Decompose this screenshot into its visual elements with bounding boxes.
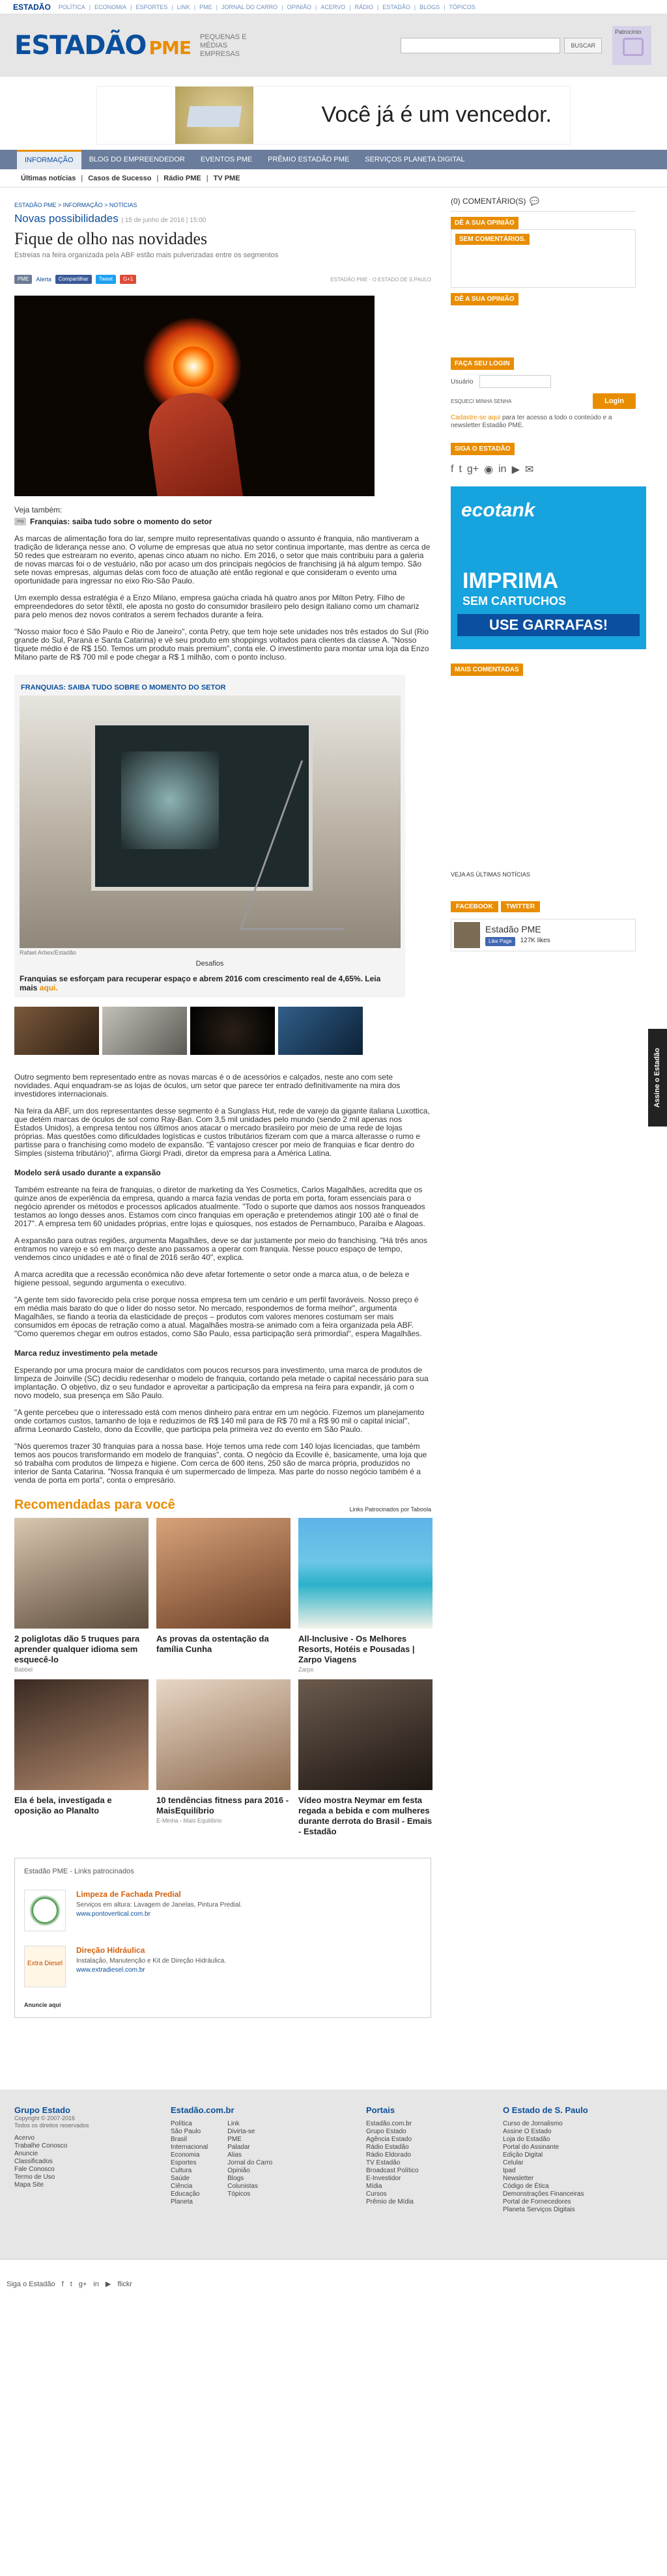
ad-graphic xyxy=(175,87,253,145)
menu-item-eventos[interactable]: EVENTOS PME xyxy=(200,156,253,163)
footer-link[interactable]: Prêmio de Mídia xyxy=(366,2198,414,2205)
fb-meta xyxy=(485,937,550,946)
fb-like-count: 127K likes xyxy=(520,937,550,944)
ad-slogan: Você já é um vencedor. xyxy=(321,102,552,127)
gallery-thumb[interactable] xyxy=(102,1007,187,1055)
topnav-item[interactable]: POLÍTICA xyxy=(58,3,85,10)
article-paragraph: "Nós queremos trazer 30 franquias para a nossa base. Hoje temos uma rede com 140 lojas licenciadas, que também temos aos poucos transformando em modelo de franquias", conta. O negócio da Ecoville é, basicamente, uma loja que só trabalha com produtos de limpeza e higiene. Com cerca de 600 itens, 250 são de marca própria, produzidos no interior de Santa Catarina. "Nossa franquia é um supermercado de limpeza. Mas parte do nosso negócio também é a venda de porta em porta", conta o empresário. xyxy=(14,1442,427,1485)
footer-link[interactable]: Curso de Jornalismo xyxy=(503,2120,563,2127)
footer-link[interactable]: Esportes xyxy=(171,2159,197,2166)
fb-avatar xyxy=(454,922,480,948)
footer-col-estadao xyxy=(171,2105,340,2239)
rec-source: E-Minha - Mais Equilíbrio xyxy=(156,1817,222,1824)
footer-link[interactable]: Mídia xyxy=(366,2183,382,2190)
tab-facebook[interactable]: FACEBOOK xyxy=(451,901,498,912)
footer-rights: Todos os direitos reservados xyxy=(14,2122,89,2129)
side-ad-ecotank[interactable] xyxy=(451,486,646,649)
article-paragraph: "Nosso maior foco é São Paulo e Rio de Janeiro", conta Petry, que tem hoje sete unidades nos três estados do Sul (Rio grande do Sul, Paraná e Santa Catarina) e vê seu produto em shoppings voltados para clientes da classe A. "Nosso tíquete médio é de R$ 150. Temos um produto mais premium", conta ele. O investimento para montar uma loja da Enzo Milano parte de R$ 700 mil e pode chegar a R$ 1 milhão, com o ponto incluso. xyxy=(14,627,429,662)
topnav-item[interactable]: TÓPICOS xyxy=(449,3,475,10)
submenu-item[interactable]: Últimas notícias xyxy=(21,174,76,182)
top-ad-wrap xyxy=(0,77,667,150)
kicker-text: Novas possibilidades xyxy=(14,212,119,225)
social-tabs xyxy=(451,901,636,912)
article-paragraph: "A gente percebeu que o interessado está com menos dinheiro para entrar em um negócio. Fizemos um planejamento onde cortamos custos, tamanho de loja e reduzimos de R$ 140 mil para de R$ 70 mil a R$ 90 mil o capital inicial", afirma Leonardo Castelo, dono da Ecoville, que participa pela primeira vez do evento em São Paulo. xyxy=(14,1408,425,1434)
fb-page-name[interactable]: Estadão PME xyxy=(485,924,541,934)
latest-news-link[interactable]: VEJA AS ÚLTIMAS NOTÍCIAS xyxy=(451,871,530,878)
twitter-icon[interactable]: t xyxy=(70,2280,72,2288)
comments-label: (0) COMENTÁRIO(S) xyxy=(451,197,526,206)
taboola-link[interactable]: Links Patrocinados por Taboola xyxy=(349,1506,431,1513)
related-link[interactable] xyxy=(14,517,431,526)
linkedin-icon[interactable]: in xyxy=(498,464,507,475)
flickr-label[interactable]: flickr xyxy=(117,2280,132,2288)
share-bar xyxy=(14,273,431,285)
footer-link[interactable]: Ciência xyxy=(171,2183,193,2190)
recommended-grid xyxy=(14,1518,431,1838)
no-comments-label: SEM COMENTÁRIOS. xyxy=(455,234,530,245)
article-paragraph: "A gente tem sido favorecido pela crise porque nossa empresa tem um cenário e um perfil favoráveis. Nosso preço é em média mais barato do que o líder do nosso setor. No mercado, respondemos de forma melhor", argumenta Magalhães, se fiando a teoria da elasticidade de preços – produtos com valores menores costumam ser mais consumidos em épocas de retração como a atual. Magalhães mostra-se animado com a feira organizada pela ABF. "Como queremos chegar em outros estados, como São Paulo, essa participação será primordial", espera Magalhães. xyxy=(14,1295,422,1338)
forgot-password-link[interactable]: ESQUECI MINHA SENHA xyxy=(451,398,512,404)
hero-image xyxy=(14,296,375,496)
footer-link[interactable]: Cursos xyxy=(366,2191,387,2198)
topnav-item[interactable]: BLOGS xyxy=(419,3,440,10)
eco-brand: ecotank xyxy=(461,499,535,521)
submenu-item[interactable]: Rádio PME xyxy=(163,174,201,182)
footer-link[interactable]: Paladar xyxy=(227,2144,250,2151)
photo-gallery xyxy=(14,675,405,998)
comments-box xyxy=(451,229,636,288)
footer-link[interactable]: Portal de Fornecedores xyxy=(503,2198,571,2205)
footer-link[interactable]: Fale Conosco xyxy=(14,2166,55,2173)
share-gplus-button[interactable]: G+1 xyxy=(120,275,136,284)
article-paragraph: Na feira da ABF, um dos representantes desse segmento é a Sunglass Hut, rede de varejo da gigante italiana Luxottica, que detém marcas de óculos de sol como Ray-Ban. Com 3,5 mil unidades pelo mundo (sendo 2 mil apenas nos Estados Unidos), a empresa tentou nos últimos anos atacar o mercado brasileiro por meio de uma rede de lojas próprias. Mas questões como dificuldades logísticas e custos tributários fizeram com que a marca alterasse o rumo e partisse para o franchising como modelo de expansão. "É vantajoso crescer por meio de franquias e ficar dentro do Simples (sistema tributário)", afirma Giorgi Pradi, diretor da empresa para a América Latina. xyxy=(14,1106,430,1158)
content-wrap xyxy=(0,188,667,2018)
gplus-icon[interactable]: g+ xyxy=(78,2280,87,2288)
site-logo[interactable] xyxy=(14,31,191,61)
menu-item-blog[interactable]: BLOG DO EMPREENDEDOR xyxy=(89,156,185,163)
sponsored-url: www.pontovertical.com.br xyxy=(76,1911,150,1918)
footer-link[interactable]: Blogs xyxy=(227,2175,244,2182)
article-paragraph: A marca acredita que a recessão econômica não deve afetar fortemente o setor onde a marca atua, o de beleza e higiene pessoal, segundo argumenta o executivo. xyxy=(14,1270,410,1287)
sponsored-desc: Instalação, Manutenção e Kit de Direção Hidráulica. xyxy=(76,1957,227,1965)
rec-source: Zarpo xyxy=(298,1666,314,1673)
rec-title: All-Inclusive - Os Melhores Resorts, Hotéis e Pousadas | Zarpo Viagens xyxy=(298,1634,415,1664)
recommended-header xyxy=(14,1498,431,1513)
gallery-credit: Rafael Arbex/Estadão xyxy=(20,949,77,956)
topnav-item[interactable]: LINK xyxy=(177,3,190,10)
search-button[interactable]: BUSCAR xyxy=(564,38,602,53)
login-row xyxy=(451,393,636,409)
sponsored-desc: Serviços em altura: Lavagem de Janelas, Pintura Predial. xyxy=(76,1901,242,1909)
footer-heading: Estadão.com.br xyxy=(171,2105,234,2115)
login-header: FAÇA SEU LOGIN xyxy=(451,357,514,370)
header-subtitle: PEQUENAS E MÉDIAS EMPRESAS xyxy=(199,33,247,58)
linkedin-icon[interactable]: in xyxy=(93,2280,99,2288)
footer-col-portais xyxy=(366,2105,477,2239)
opinion-button[interactable]: DÊ A SUA OPINIÃO xyxy=(451,293,518,305)
related-link-text: Franquias: saiba tudo sobre o momento do setor xyxy=(30,517,212,526)
share-facebook-button[interactable]: Compartilhar xyxy=(55,275,92,284)
topnav-item[interactable]: RÁDIO xyxy=(354,3,374,10)
youtube-icon[interactable]: ▶ xyxy=(511,464,520,475)
hero-camera xyxy=(173,346,214,387)
footer-col-oestado xyxy=(503,2105,633,2239)
gallery-thumb[interactable] xyxy=(14,1007,99,1055)
footer-link[interactable]: PME xyxy=(227,2136,242,2143)
submenu-item[interactable]: Casos de Sucesso xyxy=(88,174,152,182)
email-icon[interactable]: ✉ xyxy=(524,464,534,475)
article-title: Fique de olho nas novidades xyxy=(14,229,208,248)
topnav-item[interactable]: ECONOMIA xyxy=(94,3,127,10)
related-thumb: img xyxy=(14,518,26,525)
facebook-icon[interactable]: f xyxy=(61,2280,64,2288)
footer-link[interactable]: Termo de Uso xyxy=(14,2174,55,2181)
footer-list xyxy=(14,2135,145,2189)
tab-twitter[interactable]: TWITTER xyxy=(501,901,540,912)
article-paragraph: Outro segmento bem representado entre as novas marcas é o de acessórios e calçados, neste ano com sete novidades. Aqui enquadram-se as lojas de óculos, um setor que parece ter entrado definitivamente na mira dos investidores internacionais. xyxy=(14,1072,401,1099)
gallery-image[interactable] xyxy=(20,695,401,948)
opinion-area xyxy=(451,217,636,305)
user-input[interactable] xyxy=(479,375,551,388)
gallery-thumb[interactable] xyxy=(190,1007,275,1055)
footer-list xyxy=(171,2120,208,2206)
footer-heading: Portais xyxy=(366,2105,395,2115)
share-twitter-button[interactable]: Tweet xyxy=(96,275,116,284)
footer-link[interactable]: Anuncie xyxy=(14,2150,38,2157)
rec-title: Vídeo mostra Neymar em festa regada a bebida e com mulheres durante derrota do Brasil - Emais - Estadão xyxy=(298,1795,433,1836)
login-row xyxy=(451,375,636,388)
rec-card[interactable] xyxy=(14,1518,149,1673)
hero-hand xyxy=(144,388,243,496)
submenu-item[interactable]: TV PME xyxy=(213,174,240,182)
footer-link[interactable]: Estadão.com.br xyxy=(366,2120,412,2127)
topnav-item[interactable]: PME xyxy=(199,3,212,10)
footer-link[interactable]: Newsletter xyxy=(503,2175,534,2182)
signup-text: para ter acesso a todo o conteúdo e a newsletter Estadão PME. xyxy=(451,414,612,429)
section-subtitle: Modelo será usado durante a expansão xyxy=(14,1168,161,1177)
rec-card[interactable] xyxy=(298,1518,433,1673)
footer-link[interactable]: Classificados xyxy=(14,2158,53,2165)
footer-link[interactable]: Código de Ética xyxy=(503,2183,549,2190)
footer-link[interactable]: Edição Digital xyxy=(503,2151,543,2159)
logo-suffix: PME xyxy=(149,37,191,59)
main-column xyxy=(14,188,431,2018)
topnav-item[interactable]: OPINIÃO xyxy=(287,3,311,10)
rec-image xyxy=(156,1518,291,1629)
footer-link[interactable]: Ipad xyxy=(503,2167,516,2174)
rec-card[interactable] xyxy=(156,1679,291,1838)
footer-link[interactable]: Jornal do Carro xyxy=(227,2159,273,2166)
sponsored-url: www.extradiesel.com.br xyxy=(76,1967,145,1974)
footer-link[interactable]: Planeta Serviços Digitais xyxy=(503,2206,575,2213)
rss-icon[interactable]: ◉ xyxy=(484,464,494,475)
sponsored-header: Estadão PME - Links patrocinados xyxy=(24,1868,134,1875)
main-menu xyxy=(0,150,667,169)
footer-link[interactable]: Tópicos xyxy=(227,2191,251,2198)
rec-title: 2 poliglotas dão 5 truques para aprender qualquer idioma sem esquecê-lo xyxy=(14,1634,140,1664)
rec-image xyxy=(14,1518,149,1629)
sponsored-logo: Extra Diesel xyxy=(24,1946,66,1987)
footer-link[interactable]: Agência Estado xyxy=(366,2136,412,2143)
rec-source: Babbel xyxy=(14,1666,33,1673)
search-input[interactable] xyxy=(401,38,560,53)
footer-link[interactable]: Alias xyxy=(227,2151,242,2159)
top-brand[interactable]: ESTADÃO xyxy=(13,2,51,12)
search-area xyxy=(401,26,651,65)
footer-link[interactable]: Economia xyxy=(171,2151,200,2159)
gallery-thumbs xyxy=(14,1007,431,1055)
share-alerta-button[interactable]: Alerta xyxy=(36,276,51,283)
footer-link[interactable]: Política xyxy=(171,2120,192,2127)
top-bar: ESTADÃO POLÍTICA | ECONOMIA | ESPORTES | LINK | PME | JORNAL DO CARRO | OPINIÃO | ACERVO | RÁDIO | ESTADÃO | BLOGS | TÓPICOS xyxy=(0,0,667,14)
rec-title: 10 tendências fitness para 2016 - MaisEquilíbrio xyxy=(156,1795,289,1815)
comments-count[interactable] xyxy=(451,197,636,206)
menu-item-informacao[interactable]: INFORMAÇÃO xyxy=(17,150,81,169)
footer-link[interactable]: Rádio Estadão xyxy=(366,2144,409,2151)
most-commented-header[interactable]: MAIS COMENTADAS xyxy=(451,664,523,676)
footer-link[interactable]: Colunistas xyxy=(227,2183,258,2190)
menu-item-premio[interactable]: PRÊMIO ESTADÃO PME xyxy=(268,156,350,163)
footer-link[interactable]: Mapa Site xyxy=(14,2181,44,2189)
footer-link[interactable]: Cultura xyxy=(171,2167,192,2174)
topnav-item[interactable]: ACERVO xyxy=(320,3,346,10)
eco-line3: USE GARRAFAS! xyxy=(457,614,640,636)
social-icons xyxy=(451,463,636,476)
sponsored-title: Limpeza de Fachada Predial xyxy=(76,1890,181,1899)
article-paragraph: Também estreante na feira de franquias, o diretor de marketing da Yes Cosmetics, Carlos Magalhães, acredita que os quinze anos de experiência da empresa, quando a marca fazia vendas de porta em porta, foram essenciais para o negócio aprender os métodos e processos aplicados atualmente. "Todo o suporte que damos aos nossos franqueados testamos ao longo desses anos. Estamos com cinco franquias em operação e pretendemos atingir 100 até o final de 2017". A empresa tem 60 unidades próprias, entre lojas e quiosques, nos estados de Pernambuco, Paraíba e Alagoas. xyxy=(14,1185,425,1228)
footer-link[interactable]: Acervo xyxy=(14,2135,35,2142)
gallery-name: Desafios xyxy=(195,960,224,968)
footer-link[interactable]: Broadcast Político xyxy=(366,2167,419,2174)
user-label: Usuário xyxy=(451,378,474,385)
menu-item-servicos[interactable]: SERVIÇOS PLANETA DIGITAL xyxy=(365,156,465,163)
rec-title: Ela é bela, investigada e oposição ao Planalto xyxy=(14,1795,112,1815)
divider xyxy=(451,211,636,212)
recommended-block xyxy=(14,1498,431,1838)
article-paragraph: Um exemplo dessa estratégia é a Enzo Milano, empresa gaúcha criada há quatro anos por Milton Petry. Filho de empreendedores do setor têxtil, ele aposta no gosto do consumidor brasileiro pelo design italiano como um chamariz para pelo menos dez novos contratos a serem fechados durante a feira. xyxy=(14,593,419,619)
eco-line2: SEM CARTUCHOS xyxy=(462,595,567,608)
follow-section xyxy=(451,443,636,476)
footer-link[interactable]: Demonstrações Financeiras xyxy=(503,2191,584,2198)
topnav-item[interactable]: ESTADÃO xyxy=(382,3,410,10)
article-date: | 15 de junho de 2016 | 15:00 xyxy=(121,217,206,224)
footer-link[interactable]: São Paulo xyxy=(171,2128,201,2135)
rec-image xyxy=(298,1679,433,1790)
youtube-icon[interactable]: ▶ xyxy=(105,2280,111,2288)
footer-list xyxy=(227,2120,272,2206)
topnav-item[interactable]: JORNAL DO CARRO xyxy=(221,3,278,10)
footer-copyright: Copyright © 2007-2016 xyxy=(14,2115,76,2121)
sponsored-logo xyxy=(24,1890,66,1931)
gallery-desc-link[interactable]: aqui. xyxy=(39,983,58,992)
facebook-widget xyxy=(451,919,636,951)
footer-link[interactable]: Opinião xyxy=(227,2167,250,2174)
topnav-item[interactable]: ESPORTES xyxy=(135,3,168,10)
gplus-icon[interactable]: g+ xyxy=(466,464,479,475)
footer-link[interactable]: Saúde xyxy=(171,2175,190,2182)
footer-link[interactable]: Celular xyxy=(503,2159,524,2166)
footer-link[interactable]: Internacional xyxy=(171,2144,208,2151)
fb-like-button[interactable]: Like Page xyxy=(485,937,515,946)
recommended-title: Recomendadas para você xyxy=(14,1498,175,1512)
advertise-link[interactable]: Anuncie aqui xyxy=(24,2002,61,2008)
twitter-icon[interactable]: t xyxy=(459,464,462,475)
footer-link[interactable]: Link xyxy=(227,2120,240,2127)
signup-note xyxy=(451,414,636,430)
eco-line1: IMPRIMA xyxy=(462,568,559,593)
footer-list xyxy=(503,2120,633,2214)
footer-link[interactable]: Divirta-se xyxy=(227,2128,255,2135)
site-footer xyxy=(0,2090,667,2259)
article-paragraph: Esperando por uma procura maior de candidatos com poucos recursos para investimento, uma marca de produtos de limpeza de Joinville (SC) decidiu redesenhar o modelo de franquia, cortando pela metade o capital necessário para sua implantação. O objetivo, diz o seu fundador e aproveitar a participação da empresa na feira para expandir, já com o novo modelo, sua presença em São Paulo. xyxy=(14,1365,429,1400)
partner-badge[interactable] xyxy=(612,26,651,65)
footer-link[interactable]: TV Estadão xyxy=(366,2159,401,2166)
login-button[interactable]: Login xyxy=(593,393,636,409)
footer-list xyxy=(366,2120,477,2206)
signup-link[interactable]: Cadastre-se aqui xyxy=(451,414,501,421)
footer-link[interactable]: Brasil xyxy=(171,2136,188,2143)
sponsored-links xyxy=(14,1858,431,2018)
rec-image xyxy=(14,1679,149,1790)
see-also-label: Veja também: xyxy=(14,505,63,514)
follow-header: SIGA O ESTADÃO xyxy=(451,443,515,455)
article-lead: Estreias na feira organizada pela ABF estão mais pulverizadas entre os segmentos xyxy=(14,251,279,259)
bottom-follow-label: Siga o Estadão xyxy=(7,2280,55,2288)
opinion-header[interactable]: DÊ A SUA OPINIÃO xyxy=(451,217,518,229)
footer-link[interactable]: Rádio Eldorado xyxy=(366,2151,411,2159)
footer-link[interactable]: E-Investidor xyxy=(366,2175,401,2182)
partner-label: Patrocínio xyxy=(615,29,642,35)
login-box xyxy=(451,357,636,430)
gallery-thumb[interactable] xyxy=(278,1007,363,1055)
subscribe-tab[interactable]: Assine o Estadão xyxy=(648,1029,667,1127)
rec-card[interactable] xyxy=(14,1679,149,1838)
comment-icon: 💬 xyxy=(530,197,540,206)
site-header xyxy=(0,14,667,77)
share-pme-button[interactable]: PME xyxy=(14,275,32,284)
most-commented-list xyxy=(451,676,636,871)
sponsored-title: Direção Hidráulica xyxy=(76,1946,145,1955)
footer-heading: O Estado de S. Paulo xyxy=(503,2105,588,2115)
footer-link[interactable]: Grupo Estado xyxy=(366,2128,406,2135)
bottom-bar xyxy=(0,2259,667,2308)
footer-col-grupo xyxy=(14,2105,145,2239)
footer-link[interactable]: Assine O Estado xyxy=(503,2128,552,2135)
article-credit: ESTADÃO PME - O ESTADO DE S.PAULO xyxy=(330,276,431,283)
footer-link[interactable]: Loja do Estadão xyxy=(503,2136,550,2143)
sponsored-item[interactable] xyxy=(24,1890,421,1931)
rec-image xyxy=(298,1518,433,1629)
footer-link[interactable]: Educação xyxy=(171,2191,200,2198)
footer-link[interactable]: Trabalhe Conosco xyxy=(14,2142,68,2149)
article-kicker xyxy=(14,212,431,225)
footer-link[interactable]: Planeta xyxy=(171,2198,193,2205)
rec-title: As provas da ostentação da família Cunha xyxy=(156,1634,269,1654)
gallery-title[interactable]: FRANQUIAS: SAIBA TUDO SOBRE O MOMENTO DO SETOR xyxy=(21,684,226,692)
article-paragraph: A expansão para outras regiões, argumenta Magalhães, deve se dar justamente por meio do franchising. "Há três anos entramos no varejo e só em março deste ano passamos a operar com franquia. Nesse pouco espaço de tempo, vendemos cinco unidades e até o final de 2016 serão 40", explica. xyxy=(14,1236,427,1262)
article-paragraph: As marcas de alimentação fora do lar, sempre muito representativas quando o assunto é franquia, não mantiveram a tradição de liderança nesse ano. O volume de empresas que atua no setor continua importante, mas dentre as cerca de 50 redes que estrearam no evento, apenas cinco atuam no nicho. Em 2016, o setor que mais contribuiu para a galeria de novas marcas foi o de vestuário, não por acaso um dos principais negócios de franchising já há algum tempo. São sete novas empresas, algumas delas com foco de atuação até então regional e que consideram o evento uma oportunidade para ingressar no eixo Rio-São Paulo. xyxy=(14,534,431,585)
facebook-icon[interactable]: f xyxy=(451,464,454,475)
most-commented xyxy=(451,664,636,878)
rec-card[interactable] xyxy=(156,1518,291,1673)
section-subtitle: Marca reduz investimento pela metade xyxy=(14,1349,158,1358)
rec-image xyxy=(156,1679,291,1790)
sidebar xyxy=(451,188,636,2018)
gallery-desc-text: Franquias se esforçam para recuperar espaço e abrem 2016 com crescimento real de 4,65%. Leia mais xyxy=(20,974,381,992)
sponsored-item[interactable] xyxy=(24,1946,421,1987)
submenu: Últimas notícias | Casos de Sucesso | Rádio PME | TV PME xyxy=(0,169,667,188)
breadcrumb[interactable]: ESTADÃO PME > INFORMAÇÃO > NOTÍCIAS xyxy=(14,202,137,208)
logo-text: ESTADÃO xyxy=(14,31,147,61)
footer-link[interactable]: Portal do Assinante xyxy=(503,2144,560,2151)
rec-card[interactable] xyxy=(298,1679,433,1838)
gallery-description xyxy=(20,974,400,992)
footer-heading: Grupo Estado xyxy=(14,2105,70,2115)
top-ad-banner[interactable] xyxy=(96,86,571,145)
